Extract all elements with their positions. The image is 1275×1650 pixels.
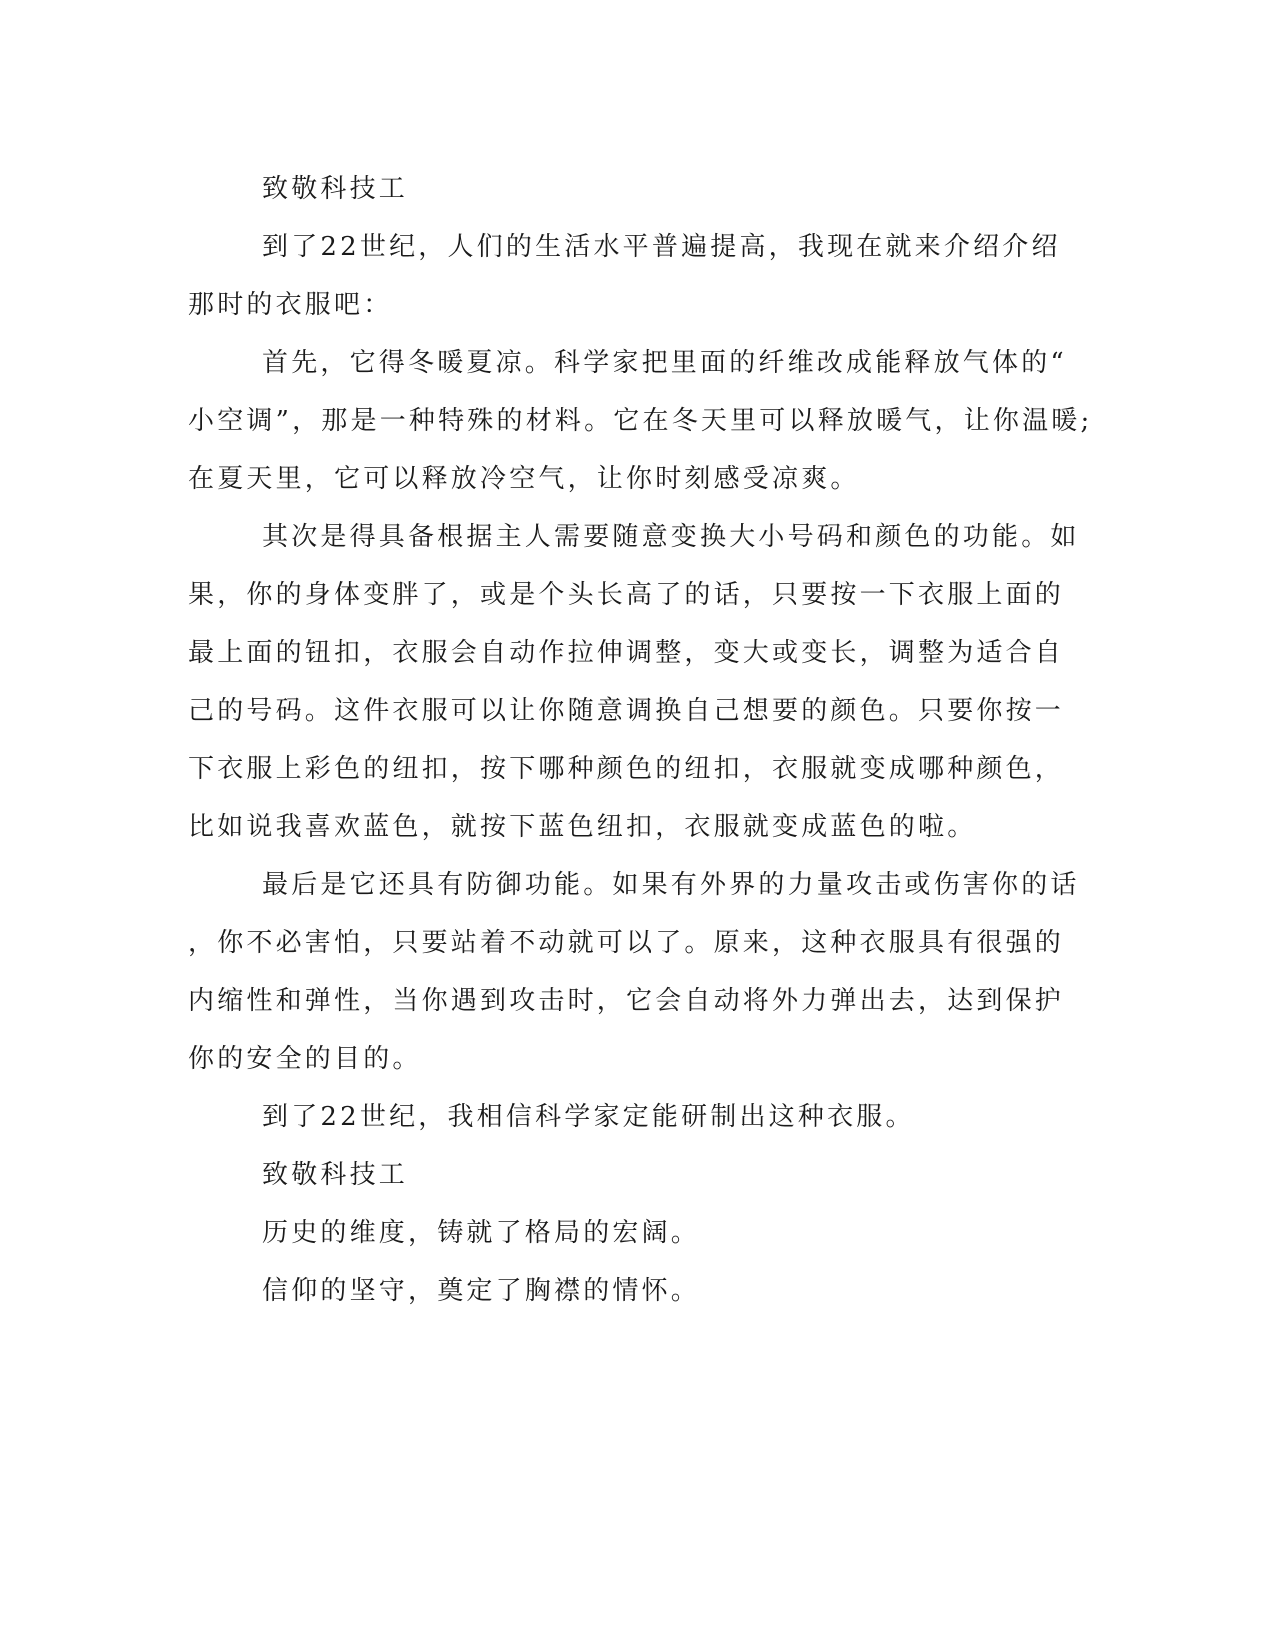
paragraph-line: 首先，它得冬暖夏凉。科学家把里面的纤维改成能释放气体的“ [262, 348, 1067, 378]
paragraph-line: 信仰的坚守，奠定了胸襟的情怀。 [262, 1276, 701, 1306]
paragraph-line: 历史的维度，铸就了格局的宏阔。 [262, 1218, 701, 1248]
paragraph-line: 比如说我喜欢蓝色，就按下蓝色纽扣，衣服就变成蓝色的啦。 [188, 812, 977, 842]
paragraph-line: ，你不必害怕，只要站着不动就可以了。原来，这种衣服具有很强的 [188, 928, 1065, 958]
paragraph-line: 最后是它还具有防御功能。如果有外界的力量攻击或伤害你的话 [262, 870, 1080, 900]
paragraph-line: 小空调”，那是一种特殊的材料。它在冬天里可以释放暖气，让你温暖; [188, 406, 1093, 436]
paragraph-line: 你的安全的目的。 [188, 1044, 422, 1074]
paragraph-line: 那时的衣服吧： [188, 290, 393, 320]
document-body [188, 160, 1093, 1320]
paragraph-line: 到了22世纪，人们的生活水平普遍提高，我现在就来介绍介绍 [262, 232, 1061, 262]
title-line: 致敬科技工 [262, 174, 409, 204]
paragraph-line: 在夏天里，它可以释放冷空气，让你时刻感受凉爽。 [188, 464, 860, 494]
paragraph-line: 己的号码。这件衣服可以让你随意调换自己想要的颜色。只要你按一 [188, 696, 1065, 726]
paragraph-line: 下衣服上彩色的纽扣，按下哪种颜色的纽扣，衣服就变成哪种颜色， [188, 754, 1065, 784]
paragraph-line: 到了22世纪，我相信科学家定能研制出这种衣服。 [262, 1102, 915, 1132]
paragraph-line: 果，你的身体变胖了，或是个头长高了的话，只要按一下衣服上面的 [188, 580, 1065, 610]
paragraph-line: 其次是得具备根据主人需要随意变换大小号码和颜色的功能。如 [262, 522, 1080, 552]
paragraph-line: 最上面的钮扣，衣服会自动作拉伸调整，变大或变长，调整为适合自 [188, 638, 1065, 668]
section-title-line: 致敬科技工 [262, 1160, 409, 1190]
paragraph-line: 内缩性和弹性，当你遇到攻击时，它会自动将外力弹出去，达到保护 [188, 986, 1065, 1016]
